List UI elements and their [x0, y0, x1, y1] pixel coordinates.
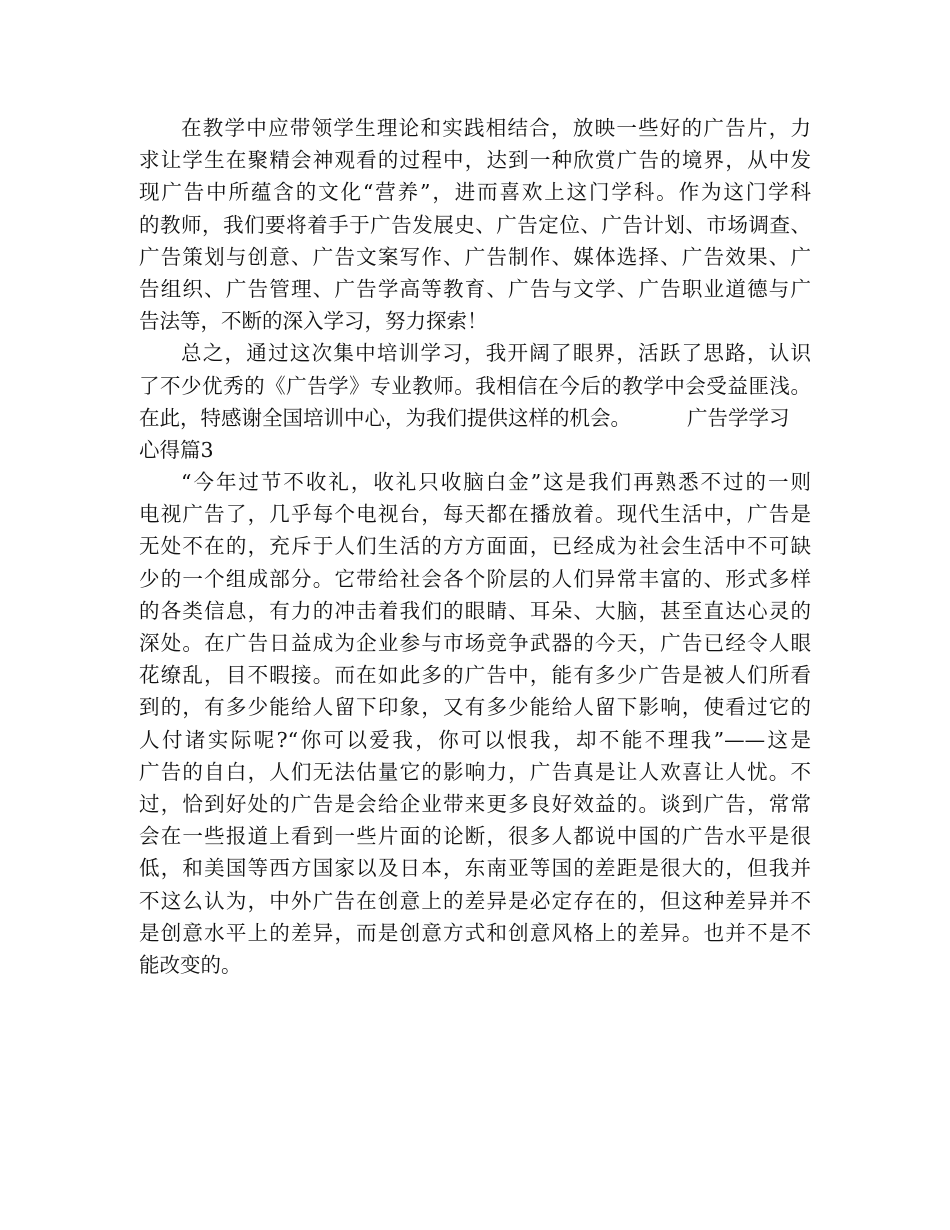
text-line: “今年过节不收礼，收礼只收脑白金”这是我们再熟悉不过的一则	[181, 470, 811, 495]
text-line: 现广告中所蕴含的文化“营养”，进而喜欢上这门学科。作为这门学科	[139, 180, 811, 205]
text-line: 电视广告了，几乎每个电视台，每天都在播放着。现代生活中，广告是	[139, 502, 811, 527]
text-line: 告法等，不断的深入学习，努力探索！	[139, 309, 488, 334]
text-line: 会在一些报道上看到一些片面的论断，很多人都说中国的广告水平是很	[139, 824, 811, 849]
paragraph-teaching	[139, 112, 811, 337]
text-line: 在教学中应带领学生理论和实践相结合，放映一些好的广告片，力	[181, 116, 811, 140]
text-line: 到的，有多少能给人留下印象，又有多少能给人留下影响，使看过它的	[139, 695, 811, 720]
text-line: 的各类信息，有力的冲击着我们的眼睛、耳朵、大脑，甚至直达心灵的	[139, 598, 811, 623]
section-heading-continued: 心得篇3	[139, 437, 214, 462]
text-line: 的教师，我们要将着手于广告发展史、广告定位、广告计划、市场调查、	[139, 212, 811, 237]
text-line	[139, 402, 811, 434]
text-line: 深处。在广告日益成为企业参与市场竞争武器的今天，广告已经令人眼	[139, 631, 811, 655]
text-line: 总之，通过这次集中培训学习，我开阔了眼界，活跃了思路，认识	[181, 341, 811, 366]
text-line: 无处不在的，充斥于人们生活的方方面面，已经成为社会生活中不可缺	[139, 534, 811, 559]
text-line: 求让学生在聚精会神观看的过程中，达到一种欣赏广告的境界，从中发	[139, 148, 811, 173]
text-line: 了不少优秀的《广告学》专业教师。我相信在今后的教学中会受益匪浅。	[139, 373, 811, 398]
text-line: 少的一个组成部分。它带给社会各个阶层的人们异常丰富的、形式多样	[139, 566, 811, 591]
document-body	[139, 112, 811, 981]
text-line: 告组织、广告管理、广告学高等教育、广告与文学、广告职业道德与广	[139, 276, 811, 301]
text-line: 不这么认为，中外广告在创意上的差异是必定存在的，但这种差异并不	[139, 888, 811, 913]
text-line: 能改变的。	[139, 952, 242, 977]
text-line: 广告策划与创意、广告文案写作、广告制作、媒体选择、广告效果、广	[139, 244, 811, 269]
paragraph-advertising-essay	[139, 466, 811, 981]
text-line: 人付诸实际呢?“你可以爱我，你可以恨我，却不能不理我”——这是	[139, 727, 811, 752]
text-line: 低，和美国等西方国家以及日本，东南亚等国的差距是很大的，但我并	[139, 856, 811, 881]
section-heading: 广告学学习	[687, 405, 790, 430]
text-line: 花缭乱，目不暇接。而在如此多的广告中，能有多少广告是被人们所看	[139, 663, 811, 688]
text-line: 是创意水平上的差异，而是创意方式和创意风格上的差异。也并不是不	[139, 920, 811, 945]
paragraph-conclusion	[139, 337, 811, 466]
text-line: 广告的自白，人们无法估量它的影响力，广告真是让人欢喜让人忧。不	[139, 759, 811, 784]
text-line-content: 在此，特感谢全国培训中心，为我们提供这样的机会。	[139, 405, 631, 430]
text-line: 过，恰到好处的广告是会给企业带来更多良好效益的。谈到广告，常常	[139, 791, 811, 816]
